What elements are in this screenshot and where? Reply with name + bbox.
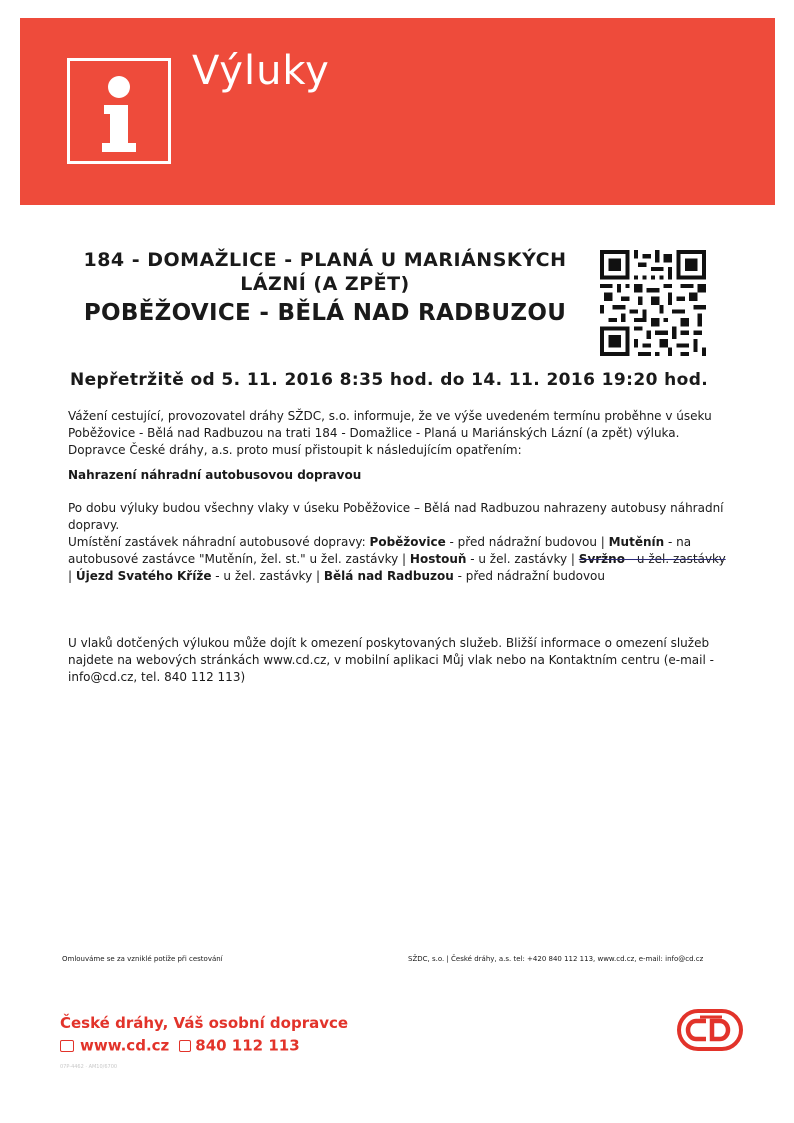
replacement-body [68, 500, 730, 585]
stop-name: Mutěnín [608, 535, 665, 549]
footer-contacts: SŽDC, s.o. | České dráhy, a.s. tel: +420 840 112 113, www.cd.cz, e-mail: info@cd.cz [408, 955, 704, 963]
web-icon [60, 1040, 74, 1052]
stop-detail: - před nádražní budovou | [445, 535, 609, 549]
intro-paragraph: Vážení cestující, provozovatel dráhy SŽDC, s.o. informuje, že ve výše uvedeném termínu proběhne v úseku Poběžovice - Bělá nad Radbuzou na trati 184 - Domažlice - Planá u Mariánských Lázní (a zpět) výluka. Dopravce České dráhy, a.s. proto musí přistoupit k následujícím opatřením: [68, 409, 712, 457]
stop-detail: - u žel. zastávky [624, 552, 726, 566]
route-line-2: LÁZNÍ (A ZPĚT) [240, 273, 410, 295]
cancelled-stop [579, 552, 726, 566]
stop-detail: - na autobusové zastávce "Mutěnín, žel. st." u žel. zastávky | [68, 535, 692, 566]
replacement-sentence: Po dobu výluky budou všechny vlaky v úseku Poběžovice – Bělá nad Radbuzou nahrazeny autobusy náhradní dopravy. [68, 501, 724, 532]
stop-name: Poběžovice [369, 535, 446, 549]
route-header [60, 248, 590, 328]
cd-logo [676, 1008, 744, 1052]
stop-detail: - u žel. zastávky | [211, 569, 324, 583]
print-code: 07P-4462 · AM10/6700 [60, 1064, 118, 1070]
stop-name: Újezd Svatého Kříže [75, 569, 212, 583]
replacement-heading: Nahrazení náhradní autobusovou dopravou [68, 468, 362, 482]
brand-phone[interactable]: 840 112 113 [195, 1036, 300, 1055]
phone-icon [179, 1040, 191, 1052]
brand-website[interactable]: www.cd.cz [80, 1036, 170, 1055]
banner-title: Výluky [192, 48, 330, 94]
brand-contacts [60, 1036, 300, 1055]
stop-detail: - u žel. zastávky | [466, 552, 579, 566]
stop-name: Svržno [578, 552, 625, 566]
stop-name: Bělá nad Radbuzou [323, 569, 454, 583]
qr-code[interactable] [600, 250, 706, 356]
route-line-1: 184 - DOMAŽLICE - PLANÁ U MARIÁNSKÝCH [83, 249, 567, 271]
stop-separator: | [68, 569, 76, 583]
header-banner [20, 18, 775, 205]
stops-intro: Umístění zastávek náhradní autobusové dopravy: [68, 535, 366, 549]
stops-paragraph [68, 534, 730, 585]
info-icon [67, 58, 171, 164]
service-notice: U vlaků dotčených výlukou může dojít k omezení poskytovaných služeb. Bližší informace o omezení služeb najdete na webových stránkách www.cd.cz, v mobilní aplikaci Můj vlak nebo na Kontaktním centru (e-mail - info@cd.cz, tel. 840 112 113) [68, 636, 714, 684]
stop-name: Hostouň [409, 552, 467, 566]
route-section: POBĚŽOVICE - BĚLÁ NAD RADBUZOU [83, 300, 567, 326]
brand-slogan: České dráhy, Váš osobní dopravce [60, 1014, 349, 1032]
footer-apology: Omlouváme se za vzniklé potíže při cestování [62, 955, 223, 963]
closure-period: Nepřetržitě od 5. 11. 2016 8:35 hod. do 14. 11. 2016 19:20 hod. [70, 370, 709, 390]
stop-detail: - před nádražní budovou [453, 569, 605, 583]
